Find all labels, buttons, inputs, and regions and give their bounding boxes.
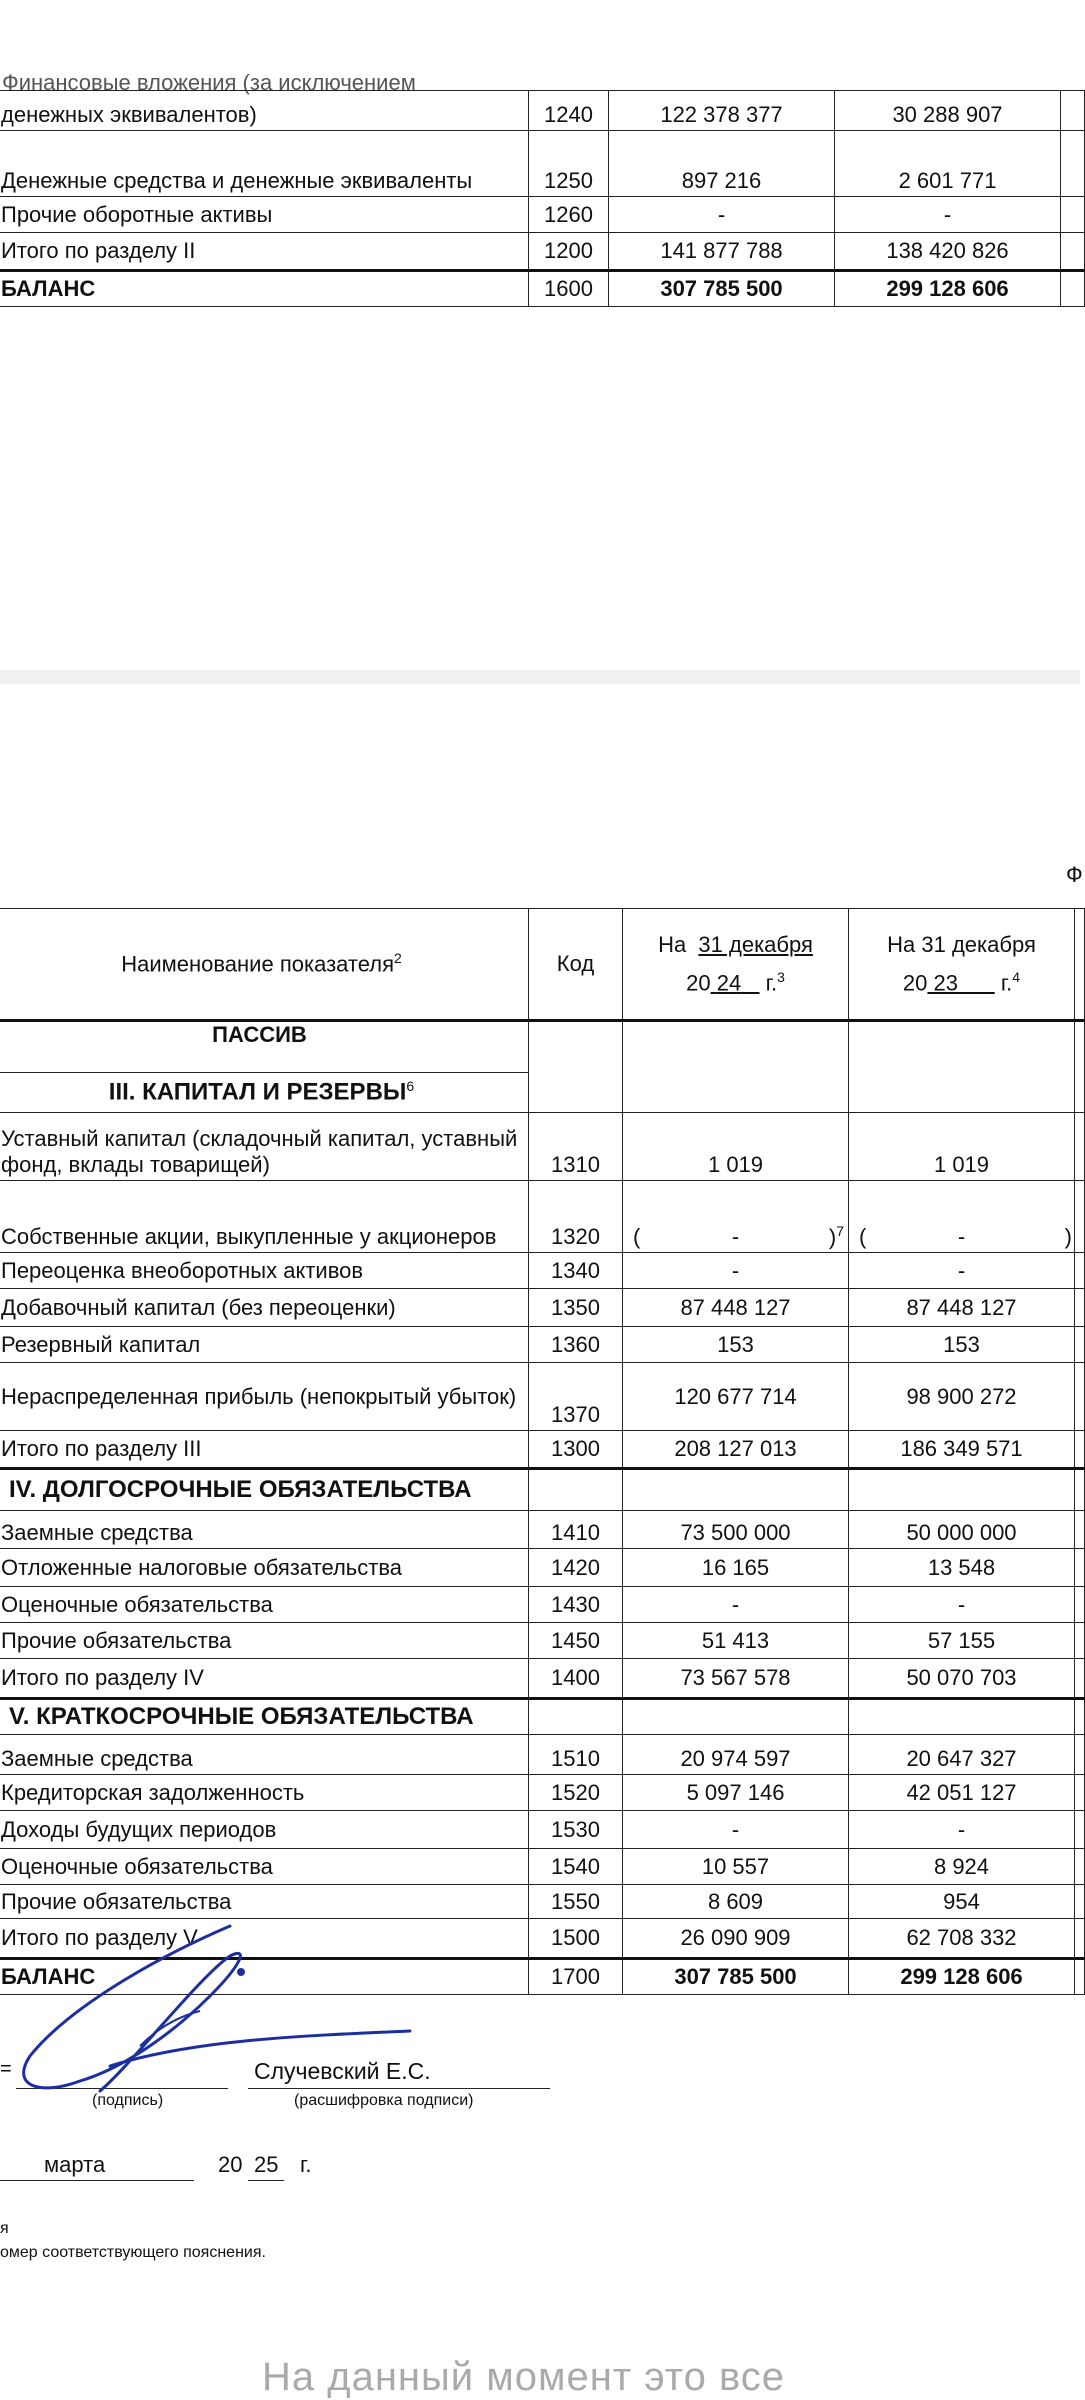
row-code: 1400 bbox=[529, 1659, 623, 1699]
row-code: 1530 bbox=[529, 1811, 623, 1849]
date-year-prefix: 20 bbox=[218, 2152, 243, 2177]
row-name: Прочие обязательства bbox=[0, 1885, 529, 1919]
row-name: Отложенные налоговые обязательства bbox=[0, 1549, 529, 1587]
document-page-2 bbox=[0, 684, 1083, 2400]
row-code: 1240 bbox=[529, 91, 609, 131]
header-col-2023: На 31 декабря 20 23 г.$^4$ bbox=[849, 909, 1075, 1021]
row-name: Итого по разделу II bbox=[0, 233, 529, 271]
section-heading-3: III. КАПИТАЛ И РЕЗЕРВЫ$^6$ bbox=[0, 1073, 1085, 1113]
row-value-2024: 153 bbox=[623, 1327, 849, 1363]
row-value-2024: ( - )$^7$ bbox=[623, 1181, 849, 1253]
row-name: Прочие обязательства bbox=[0, 1623, 529, 1659]
row-value-2024: - bbox=[623, 1253, 849, 1289]
row-value-2024: - bbox=[623, 1587, 849, 1623]
row-value-2023: 50 070 703 bbox=[849, 1659, 1075, 1699]
row-value-2023: 1 019 bbox=[849, 1113, 1075, 1181]
row-value-2023: 20 647 327 bbox=[849, 1735, 1075, 1775]
date-suffix: г. bbox=[300, 2152, 312, 2177]
row-code: 1370 bbox=[529, 1363, 623, 1431]
corner-char: Ф bbox=[1066, 862, 1083, 887]
row-value-2023: 299 128 606 bbox=[849, 1959, 1075, 1995]
section-4-title: IV. ДОЛГОСРОЧНЫЕ ОБЯЗАТЕЛЬСТВА bbox=[9, 1476, 472, 1503]
row-name: Добавочный капитал (без переоценки) bbox=[0, 1289, 529, 1327]
document-page-1 bbox=[0, 0, 1080, 670]
section-5-title: V. КРАТКОСРОЧНЫЕ ОБЯЗАТЕЛЬСТВА bbox=[9, 1703, 474, 1730]
row-value-2023: - bbox=[849, 1811, 1075, 1849]
row-name: Заемные средства bbox=[0, 1735, 529, 1775]
row-name: Оценочные обязательства bbox=[0, 1849, 529, 1885]
date-month: марта bbox=[44, 2152, 106, 2177]
row-name: Уставный капитал (складочный капитал, уставный фонд, вклады товарищей) bbox=[0, 1113, 529, 1181]
cut-text-line: Финансовые вложения (за исключением bbox=[2, 70, 416, 95]
row-code: 1260 bbox=[529, 197, 609, 233]
row-code: 1320 bbox=[529, 1181, 623, 1253]
row-value-2024: 8 609 bbox=[623, 1885, 849, 1919]
overlay-caption: На данный момент это все bbox=[262, 2355, 786, 2399]
table-row bbox=[0, 1363, 1085, 1431]
row-value-2023: 186 349 571 bbox=[849, 1431, 1075, 1469]
row-value-2024: 897 216 bbox=[609, 131, 835, 197]
row-value-2024: - bbox=[623, 1811, 849, 1849]
row-name: Переоценка внеоборотных активов bbox=[0, 1253, 529, 1289]
header-name: Наименование показателя$^2$ bbox=[0, 909, 529, 1021]
row-value-2023: 2 601 771 bbox=[835, 131, 1061, 197]
row-name: Нераспределенная прибыль (непокрытый убыток) bbox=[0, 1363, 529, 1431]
table-row bbox=[0, 1587, 1085, 1623]
row-value-2023: 42 051 127 bbox=[849, 1775, 1075, 1811]
footnote-1: я bbox=[0, 2220, 9, 2237]
row-code: 1250 bbox=[529, 131, 609, 197]
row-value-2023: 299 128 606 bbox=[835, 271, 1061, 307]
row-value-2024: - bbox=[609, 197, 835, 233]
row-value-2024: 5 097 146 bbox=[623, 1775, 849, 1811]
section-3-title: III. КАПИТАЛ И РЕЗЕРВЫ bbox=[108, 1078, 407, 1106]
row-value-2023: 954 bbox=[849, 1885, 1075, 1919]
row-value-2024: 307 785 500 bbox=[609, 271, 835, 307]
table-row bbox=[0, 1113, 1085, 1181]
row-value-2024: 141 877 788 bbox=[609, 233, 835, 271]
row-name: Оценочные обязательства bbox=[0, 1587, 529, 1623]
row-name: Резервный капитал bbox=[0, 1327, 529, 1363]
table-row bbox=[0, 1327, 1085, 1363]
row-value-2024: 87 448 127 bbox=[623, 1289, 849, 1327]
row-name: Итого по разделу V bbox=[0, 1919, 529, 1959]
name-caption: (расшифровка подписи) bbox=[294, 2092, 474, 2109]
header-col-2024: На 31 декабря 20 24 г.$^3$ bbox=[623, 909, 849, 1021]
header-code: Код bbox=[529, 909, 623, 1021]
table-row bbox=[0, 1849, 1085, 1885]
pasiv-title: ПАССИВ bbox=[212, 1022, 307, 1047]
row-value-2024: 73 567 578 bbox=[623, 1659, 849, 1699]
assets-table-tail bbox=[0, 90, 1085, 307]
section-heading-5 bbox=[0, 1699, 1085, 1735]
row-name: Итого по разделу IV bbox=[0, 1659, 529, 1699]
row-code: 1550 bbox=[529, 1885, 623, 1919]
table-row-balance bbox=[0, 271, 1085, 307]
row-value-2023: 57 155 bbox=[849, 1623, 1075, 1659]
row-value-2023: - bbox=[835, 197, 1061, 233]
signature-label: (подпись) bbox=[92, 2092, 164, 2109]
row-value-2024: 120 677 714 bbox=[623, 1363, 849, 1431]
row-code: 1360 bbox=[529, 1327, 623, 1363]
row-code: 1200 bbox=[529, 233, 609, 271]
row-value-2024: 122 378 377 bbox=[609, 91, 835, 131]
footnote-2: омер соответствующего пояснения. bbox=[0, 2244, 266, 2261]
row-value-2024: 10 557 bbox=[623, 1849, 849, 1885]
date-year: 25 bbox=[254, 2152, 279, 2177]
row-value-2023: ( - ) bbox=[849, 1181, 1075, 1253]
row-name: денежных эквивалентов) bbox=[0, 91, 529, 131]
row-code: 1500 bbox=[529, 1919, 623, 1959]
table-row bbox=[0, 1511, 1085, 1549]
table-row-total bbox=[0, 1431, 1085, 1469]
liabilities-table bbox=[0, 908, 1085, 1995]
table-row-total bbox=[0, 1659, 1085, 1699]
row-code: 1350 bbox=[529, 1289, 623, 1327]
date-month-line bbox=[0, 2180, 194, 2181]
row-name: БАЛАНС bbox=[0, 1959, 529, 1995]
table-row bbox=[0, 1289, 1085, 1327]
row-value-2024: 20 974 597 bbox=[623, 1735, 849, 1775]
section-heading-pasiv bbox=[0, 1021, 1085, 1073]
row-code: 1410 bbox=[529, 1511, 623, 1549]
row-value-2024: 307 785 500 bbox=[623, 1959, 849, 1995]
row-name: Доходы будущих периодов bbox=[0, 1811, 529, 1849]
row-value-2024: 1 019 bbox=[623, 1113, 849, 1181]
table-row bbox=[0, 1549, 1085, 1587]
row-value-2023: - bbox=[849, 1587, 1075, 1623]
handwritten-signature bbox=[10, 1916, 430, 2106]
row-name: БАЛАНС bbox=[0, 271, 529, 307]
section-heading-4 bbox=[0, 1469, 1085, 1511]
row-value-2024: 51 413 bbox=[623, 1623, 849, 1659]
row-value-2023: 50 000 000 bbox=[849, 1511, 1075, 1549]
row-name: Итого по разделу III bbox=[0, 1431, 529, 1469]
row-value-2023: 13 548 bbox=[849, 1549, 1075, 1587]
row-name: Кредиторская задолженность bbox=[0, 1775, 529, 1811]
table-header bbox=[0, 909, 1085, 1021]
row-code: 1700 bbox=[529, 1959, 623, 1995]
row-code: 1520 bbox=[529, 1775, 623, 1811]
table-row bbox=[0, 1181, 1085, 1253]
row-code: 1340 bbox=[529, 1253, 623, 1289]
row-value-2023: 30 288 907 bbox=[835, 91, 1061, 131]
row-value-2023: - bbox=[849, 1253, 1075, 1289]
table-row bbox=[0, 233, 1085, 271]
row-code: 1510 bbox=[529, 1735, 623, 1775]
table-row bbox=[0, 1735, 1085, 1775]
row-value-2023: 153 bbox=[849, 1327, 1075, 1363]
row-name: Собственные акции, выкупленные у акционеров bbox=[0, 1181, 529, 1253]
row-value-2024: 26 090 909 bbox=[623, 1919, 849, 1959]
table-row bbox=[0, 1885, 1085, 1919]
row-code: 1600 bbox=[529, 271, 609, 307]
row-value-2024: 16 165 bbox=[623, 1549, 849, 1587]
page-separator bbox=[0, 670, 1080, 684]
row-name: Денежные средства и денежные эквиваленты bbox=[0, 131, 529, 197]
table-row bbox=[0, 1775, 1085, 1811]
row-code: 1300 bbox=[529, 1431, 623, 1469]
row-value-2024: 73 500 000 bbox=[623, 1511, 849, 1549]
date-block bbox=[0, 2150, 600, 2190]
row-code: 1420 bbox=[529, 1549, 623, 1587]
signature-edge-char: = bbox=[0, 2058, 12, 2080]
table-row bbox=[0, 1253, 1085, 1289]
date-year-line bbox=[248, 2180, 284, 2181]
table-row bbox=[0, 1811, 1085, 1849]
table-row bbox=[0, 91, 1085, 131]
row-name: Прочие оборотные активы bbox=[0, 197, 529, 233]
row-code: 1430 bbox=[529, 1587, 623, 1623]
row-value-2023: 98 900 272 bbox=[849, 1363, 1075, 1431]
table-row bbox=[0, 1623, 1085, 1659]
row-code: 1540 bbox=[529, 1849, 623, 1885]
row-name: Заемные средства bbox=[0, 1511, 529, 1549]
table-row bbox=[0, 197, 1085, 233]
row-value-2023: 138 420 826 bbox=[835, 233, 1061, 271]
row-value-2024: 208 127 013 bbox=[623, 1431, 849, 1469]
row-code: 1310 bbox=[529, 1113, 623, 1181]
row-value-2023: 8 924 bbox=[849, 1849, 1075, 1885]
row-value-2023: 62 708 332 bbox=[849, 1919, 1075, 1959]
row-value-2023: 87 448 127 bbox=[849, 1289, 1075, 1327]
signer-name: Случевский Е.С. bbox=[254, 2058, 431, 2084]
row-code: 1450 bbox=[529, 1623, 623, 1659]
table-row bbox=[0, 131, 1085, 197]
